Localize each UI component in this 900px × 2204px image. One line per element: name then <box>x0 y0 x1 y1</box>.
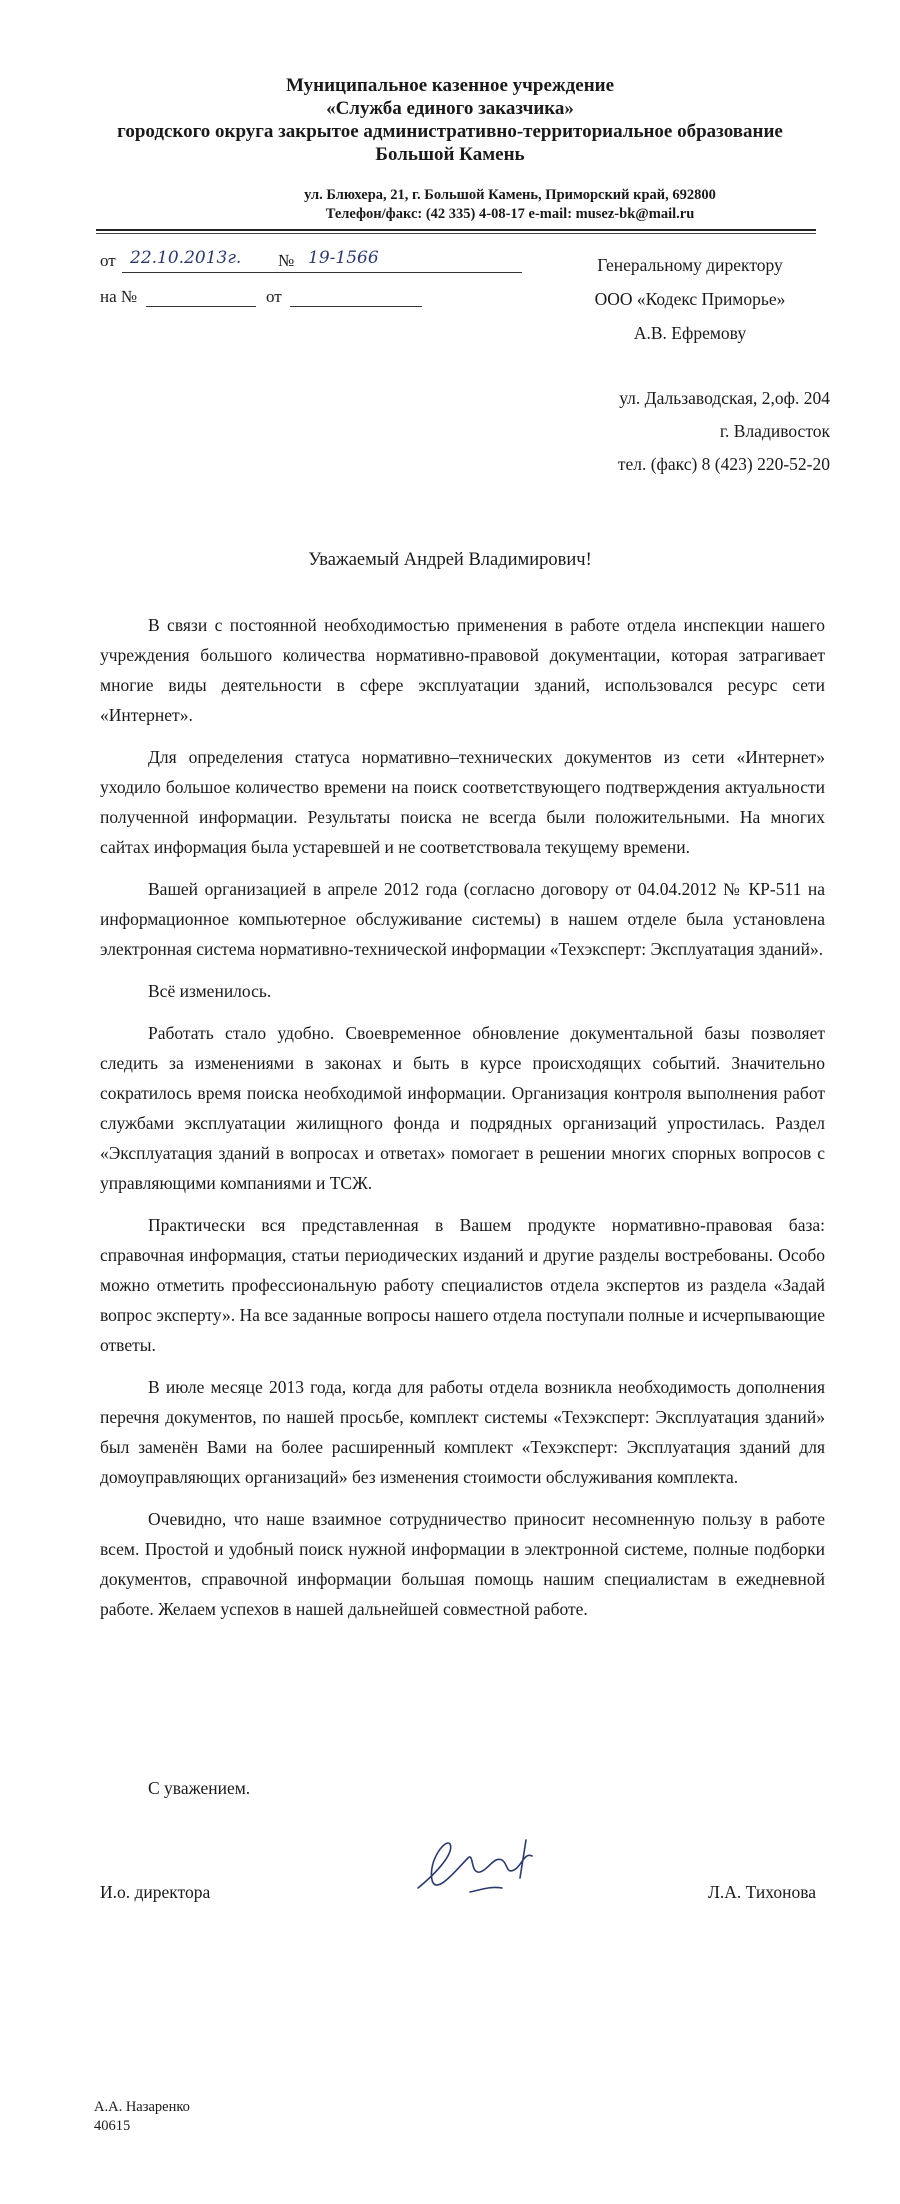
body-paragraph: В июле месяце 2013 года, когда для работы отдела возникла необходимость дополнения перечня документов, по нашей просьбе, комплект системы «Техэксперт: Эксплуатация зданий» был заменён Вами на более расширенный комплект «Техэксперт: Эксплуатация зданий для домоуправляющих организаций» без изменения стоимости обслуживания комплекта. <box>100 1377 825 1487</box>
from-label: от <box>100 251 116 270</box>
reference-number-line <box>146 306 256 307</box>
letterhead-address: ул. Блюхера, 21, г. Большой Камень, Приморский край, 692800 <box>304 187 716 203</box>
letterhead-contacts <box>200 186 820 224</box>
body-paragraph: В связи с постоянной необходимостью применения в работе отдела инспекции нашего учреждения большого количества нормативно-правовой документации, которая затрагивает многие виды деятельности в сфере эксплуатации зданий, использовался ресурс сети «Интернет». <box>100 615 825 725</box>
reference-from-label: от <box>266 287 282 306</box>
letterhead-organization <box>60 74 840 166</box>
outgoing-underline <box>122 272 522 273</box>
recipient-company: ООО «Кодекс Приморье» <box>594 289 786 309</box>
body-paragraph: Очевидно, что наше взаимное сотрудничество приносит несомненную пользу в работе всем. Простой и удобный поиск нужной информации в электронной системе, полные подборки документов, справочной информации большая помощь нашим специалистам в ежедневной работе. Желаем успехов в нашей дальнейшей совместной работе. <box>100 1509 825 1619</box>
number-label: № <box>278 251 295 270</box>
body-paragraph: Для определения статуса нормативно–технических документов из сети «Интернет» уходило большое количество времени на поиск соответствующего подтверждения актуальности полученной информации. Результаты поиска не всегда были положительными. На многих сайтах информация была устаревшей и не соответствовала текущему времени. <box>100 747 825 857</box>
letterhead-line-4: Большой Камень <box>375 144 525 165</box>
signer-name: Л.А. Тихонова <box>708 1882 816 1902</box>
reference-date-line <box>290 306 422 307</box>
recipient-block <box>540 248 840 350</box>
letterhead-divider-thick <box>96 229 816 231</box>
salutation: Уважаемый Андрей Владимирович! <box>308 550 592 570</box>
signer-position: И.о. директора <box>100 1882 211 1902</box>
recipient-phone: тел. (факс) 8 (423) 220-52-20 <box>617 454 830 474</box>
executor-phone: 40615 <box>94 2118 131 2134</box>
recipient-street: ул. Дальзаводская, 2,оф. 204 <box>619 388 830 408</box>
closing-phrase: С уважением. <box>148 1778 251 1798</box>
body-paragraph: Всё изменилось. <box>148 981 272 1001</box>
body-paragraph: Работать стало удобно. Своевременное обновление документальной базы позволяет следить за изменениями в законах и быть в курсе происходящих событий. Значительно сократилось время поиска необходимой информации. Организация контроля выполнения работ службами эксплуатации жилищного фонда и подрядных организаций упростилась. Раздел «Эксплуатация зданий в вопросах и ответах» помогает в решении многих спорных вопросов с управляющими компаниями и ТСЖ. <box>100 1023 825 1193</box>
executor-block <box>94 2098 190 2136</box>
recipient-title: Генеральному директору <box>597 255 783 275</box>
handwritten-signature <box>410 1830 560 1910</box>
recipient-city: г. Владивосток <box>719 421 830 441</box>
recipient-address-block <box>530 382 840 481</box>
letterhead-line-2: «Служба единого заказчика» <box>326 98 574 119</box>
body-paragraph: Практически вся представленная в Вашем продукте нормативно-правовая база: справочная информация, статьи периодических изданий и другие разделы востребованы. Особо можно отметить профессиональную работу специалистов отдела экспертов из раздела «Задай вопрос эксперту». На все заданные вопросы нашего отдела поступали полные и исчерпывающие ответы. <box>100 1215 825 1355</box>
recipient-name: А.В. Ефремову <box>633 323 747 343</box>
letterhead-line-3: городского округа закрытое административно-территориальное образование <box>117 121 783 142</box>
reference-number-label: на № <box>100 287 138 306</box>
letterhead-line-1: Муниципальное казенное учреждение <box>285 75 615 96</box>
letter-body <box>100 610 825 1636</box>
outgoing-date: 22.10.2013г. <box>130 248 242 268</box>
executor-name: А.А. Назаренко <box>94 2099 190 2115</box>
letterhead-phone-email: Телефон/факс: (42 335) 4-08-17 e-mail: musez-bk@mail.ru <box>325 206 695 222</box>
letterhead-divider-thin <box>96 233 816 234</box>
body-paragraph: Вашей организацией в апреле 2012 года (согласно договору от 04.04.2012 № КР-511 на информационное компьютерное обслуживание системы) в нашем отделе была установлена электронная система нормативно-технической информации «Техэксперт: Эксплуатация зданий». <box>100 879 825 959</box>
outgoing-number: 19-1566 <box>308 248 379 268</box>
